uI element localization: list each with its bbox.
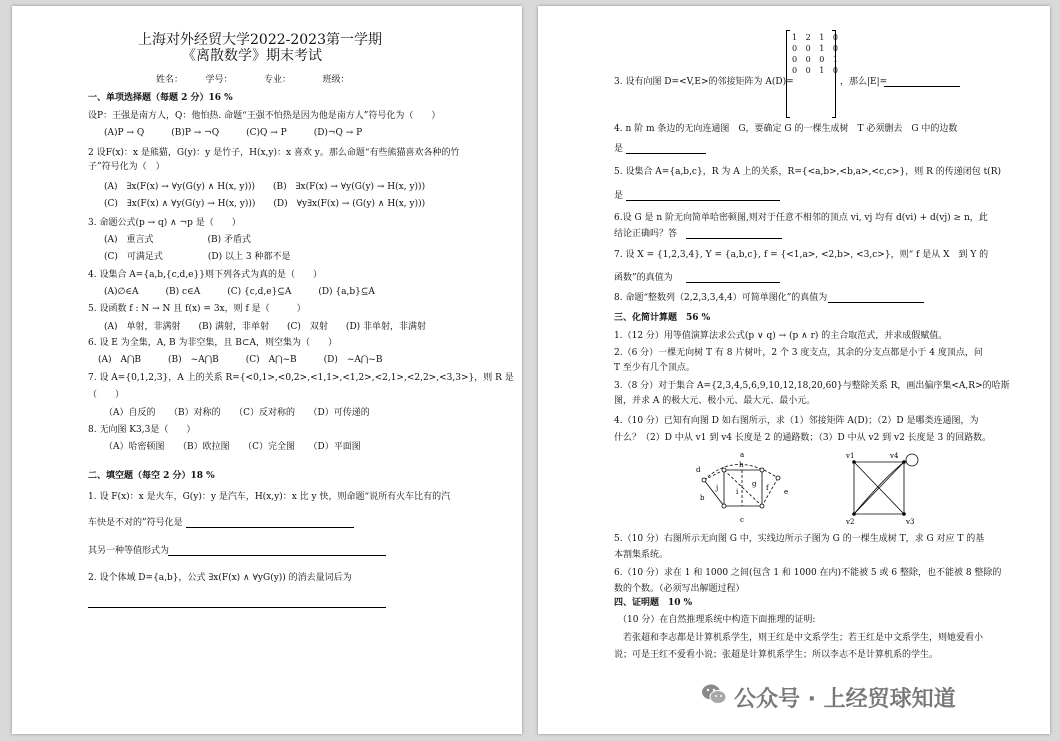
graph-vertex xyxy=(702,478,706,482)
graph-label-i: i xyxy=(736,488,739,496)
graph-label-b: b xyxy=(700,494,705,502)
directed-graph-figure xyxy=(844,450,924,526)
question-2-options-ab: (A) ∃x(F(x) → ∀y(G(y) ∧ H(x, y))) (B) ∃x(F(x) → ∀y(G(y) → H(x, y))) xyxy=(104,182,426,192)
question-4-options: (A)∅∈A (B) c∈A (C) {c,d,e}⊆A (D) {a,b}⊆A xyxy=(104,287,375,297)
digraph-vertex xyxy=(902,460,906,464)
question-8: 8. 无向图 K3,3是（ ） xyxy=(88,425,196,435)
graph-label-a: a xyxy=(740,451,745,459)
question-8-options: （A）哈密顿图 （B）欧拉图 （C）完全图 （D）平面图 xyxy=(104,442,361,452)
calc-2: 2.（6 分）一棵无向树 T 有 8 片树叶，2 个 3 度支点，其余的分支点都是小于 4 度顶点，问 xyxy=(614,348,983,358)
calc-2-cont: T 至少有几个顶点。 xyxy=(614,363,695,373)
fill-1-alt: 其另一种等值形式为 xyxy=(88,546,170,556)
question-2-options-cd: (C) ∃x(F(x) ∧ ∀y(G(y) → H(x, y))) (D) ∀y∃x(F(x) → (G(y) ∧ H(x, y))) xyxy=(104,199,426,209)
graph-label-f: f xyxy=(766,484,769,492)
question-3-options-ab: (A) 重言式 (B) 矛盾式 xyxy=(104,235,252,245)
graph-edge-e xyxy=(762,478,778,506)
digraph-label-v1: v1 xyxy=(846,452,855,460)
exam-subtitle: 《离散数学》期末考试 xyxy=(182,48,322,64)
section-3-heading: 三、化简计算题 56 % xyxy=(614,313,711,323)
question-6: 6. 设 E 为全集，A, B 为非空集，且 B⊂A，则空集为（ ） xyxy=(88,338,337,348)
answer-blank xyxy=(626,200,780,201)
answer-blank xyxy=(884,86,960,87)
matrix-bracket-left xyxy=(786,30,790,118)
question-2-cont: 子”符号化为（ ） xyxy=(88,162,165,172)
fill-3-tail: ，那么|E|= xyxy=(840,77,888,87)
question-3: 3. 命题公式(p → q) ∧ ¬p 是（ ） xyxy=(88,218,241,228)
answer-blank xyxy=(686,238,782,239)
calc-1: 1.（12 分）用等值演算法求公式(p ∨ q) → (p ∧ r) 的主合取范式，并求成假赋值。 xyxy=(614,331,948,341)
calc-4-cont: 什么？（2）D 中从 v1 到 v4 长度是 2 的通路数；（3）D 中从 v2 到 v2 长度是 3 的回路数。 xyxy=(614,433,992,443)
digraph-label-v2: v2 xyxy=(846,518,855,526)
graph-vertex xyxy=(722,504,726,508)
fill-2: 2. 设个体域 D={a,b}，公式 ∃x(F(x) ∧ ∀yG(y)) 的消去量词后为 xyxy=(88,573,352,583)
calc-4: 4.（10 分）已知有向图 D 如右图所示，求（1）邻接矩阵 A(D)；（2）D 是哪类连通图，为 xyxy=(614,416,979,426)
exam-title: 上海对外经贸大学2022-2023第一学期 xyxy=(138,32,382,48)
calc-6-cont: 数的个数。（必须写出解题过程） xyxy=(614,584,745,594)
fill-1: 1. 设 F(x)：x 是火车，G(y)：y 是汽车，H(x,y)：x 比 y 快，则命题“说所有火车比有的汽 xyxy=(88,492,451,502)
question-7: 7. 设 A={0,1,2,3}，A 上的关系 R={<0,1>,<0,2>,<1,1>,<1,2>,<2,1>,<2,2>,<3,3>}，则 R 是 xyxy=(88,373,514,383)
question-5: 5. 设函数 f : N → N 且 f(x) = 3x，则 f 是（ ） xyxy=(88,304,306,314)
fill-6: 6.设 G 是 n 阶无向简单哈密顿图,则对于任意不相邻的顶点 vi, vj 均有 d(vi) + d(vj) ≥ n，此 xyxy=(614,213,988,223)
question-1: 设P：王强是南方人，Q：他怕热. 命题“王强不怕热是因为他是南方人”符号化为（ ） xyxy=(88,111,441,121)
calc-6: 6.（10 分）求在 1 和 1000 之间(包含 1 和 1000 在内)不能被 5 或 6 整除，也不能被 8 整除的 xyxy=(614,568,1002,578)
graph-edge-b xyxy=(704,480,724,506)
graph-label-h: h xyxy=(739,461,744,469)
graph-label-c: c xyxy=(740,516,744,524)
exam-page-right xyxy=(538,6,1050,734)
student-info-line: 姓名： 学号： 专业： 班级： xyxy=(156,75,350,85)
digraph-vertex xyxy=(902,512,906,516)
matrix-bracket-right xyxy=(832,30,836,118)
watermark-text: 公众号 · 上经贸球知道 xyxy=(734,687,956,712)
section-4-heading: 四、证明题 10 % xyxy=(614,598,693,608)
fill-8: 8. 命题“整数列（2,2,3,3,4,4）可简单图化”的真值为 xyxy=(614,293,828,303)
wechat-logo-icon xyxy=(700,680,728,708)
graph-label-j: j xyxy=(716,484,719,492)
answer-blank xyxy=(168,555,386,556)
fill-1-cont: 车快是不对的”符号化是 xyxy=(88,518,183,528)
fill-4-cont: 是 xyxy=(614,144,624,154)
fill-5-cont: 是 xyxy=(614,191,624,201)
graph-vertex xyxy=(722,468,726,472)
fill-7: 7. 设 X = {1,2,3,4}, Y = {a,b,c}, f = {<1,a>, <2,b>, <3,c>}，则“ f 是从 X 到 Y 的 xyxy=(614,250,989,260)
exam-page-left xyxy=(12,6,522,734)
question-1-options: (A)P → Q (B)P → ¬Q (C)Q → P (D)¬Q → P xyxy=(104,128,363,138)
question-7-options: （A）自反的 （B）对称的 （C）反对称的 （D）可传递的 xyxy=(104,408,370,418)
section-2-heading: 二、填空题（每空 2 分）18 % xyxy=(88,471,215,481)
calc-3: 3.（8 分）对于集合 A={2,3,4,5,6,9,10,12,18,20,60}与整除关系 R，画出偏序集<A,R>的哈斯 xyxy=(614,381,1010,391)
proof-premise-2: 说；可是王红不爱看小说；张超是计算机系学生；所以李志不是计算机系的学生。 xyxy=(614,650,939,660)
question-5-options: (A) 单射，非满射 (B) 满射，非单射 (C) 双射 (D) 非单射，非满射 xyxy=(104,322,427,332)
question-7-cont: （ ） xyxy=(88,390,125,400)
fill-7-cont: 函数”的真值为 xyxy=(614,273,673,283)
answer-blank xyxy=(828,302,924,303)
answer-blank xyxy=(686,282,780,283)
answer-blank xyxy=(186,527,354,528)
graph-vertex xyxy=(760,468,764,472)
calc-3-cont: 图，并求 A 的极大元、极小元、最大元、最小元。 xyxy=(614,396,816,406)
fill-3: 3. 设有向图 D=<V,E>的邻接矩阵为 A(D)= xyxy=(614,77,794,87)
digraph-vertex xyxy=(852,460,856,464)
digraph-label-v4: v4 xyxy=(890,452,899,460)
answer-blank xyxy=(626,153,706,154)
graph-label-d: d xyxy=(696,466,701,474)
proof-intro: （10 分）在自然推理系统中构造下面推理的证明: xyxy=(618,615,816,625)
fill-4: 4. n 阶 m 条边的无向连通图 G，要确定 G 的一棵生成树 T 必须删去 G 中的边数 xyxy=(614,124,958,134)
digraph-vertex xyxy=(852,512,856,516)
matrix-row: 0 0 0 1 xyxy=(792,55,841,64)
graph-edge-g xyxy=(724,470,762,506)
question-3-options-cd: (C) 可满足式 (D) 以上 3 种都不是 xyxy=(104,252,291,262)
graph-vertex xyxy=(760,504,764,508)
matrix-row: 0 0 1 0 xyxy=(792,66,841,75)
matrix-row: 1 2 1 0 xyxy=(792,33,841,42)
calc-5-cont: 本割集系统。 xyxy=(614,550,669,560)
proof-premise-1: 若张超和李志都是计算机系学生，则王红是中文系学生；若王红是中文系学生，则她爱看小 xyxy=(614,633,984,643)
undirected-graph-figure xyxy=(694,448,798,524)
digraph-loop xyxy=(906,454,918,466)
graph-edge-d xyxy=(704,470,724,480)
matrix-row: 0 0 1 0 xyxy=(792,44,841,53)
calc-5: 5.（10 分）右图所示无向图 G 中，实线边所示子图为 G 的一棵生成树 T，求 G 对应 T 的基 xyxy=(614,534,985,544)
answer-blank xyxy=(88,607,386,608)
question-2: 2 设F(x)：x 是熊猫，G(y)：y 是竹子，H(x,y)：x 喜欢 y。那么命题“有些熊猫喜欢各种的竹 xyxy=(88,148,460,158)
graph-vertex xyxy=(776,476,780,480)
graph-label-e: e xyxy=(784,488,789,496)
fill-6-cont: 结论正确吗？答 xyxy=(614,229,678,239)
fill-5: 5. 设集合 A={a,b,c}，R 为 A 上的关系，R={<a,b>,<b,a>,<c,c>}，则 R 的传递闭包 t(R) xyxy=(614,167,1001,177)
digraph-label-v3: v3 xyxy=(906,518,915,526)
graph-label-g: g xyxy=(752,480,757,488)
question-6-options: (A) A⋂B (B) ~A⋂B (C) A⋂~B (D) ~A⋂~B xyxy=(98,355,383,365)
question-4: 4. 设集合 A={a,b,{c,d,e}}则下列各式为真的是（ ） xyxy=(88,270,322,280)
section-1-heading: 一、单项选择题（每题 2 分）16 % xyxy=(88,93,233,103)
